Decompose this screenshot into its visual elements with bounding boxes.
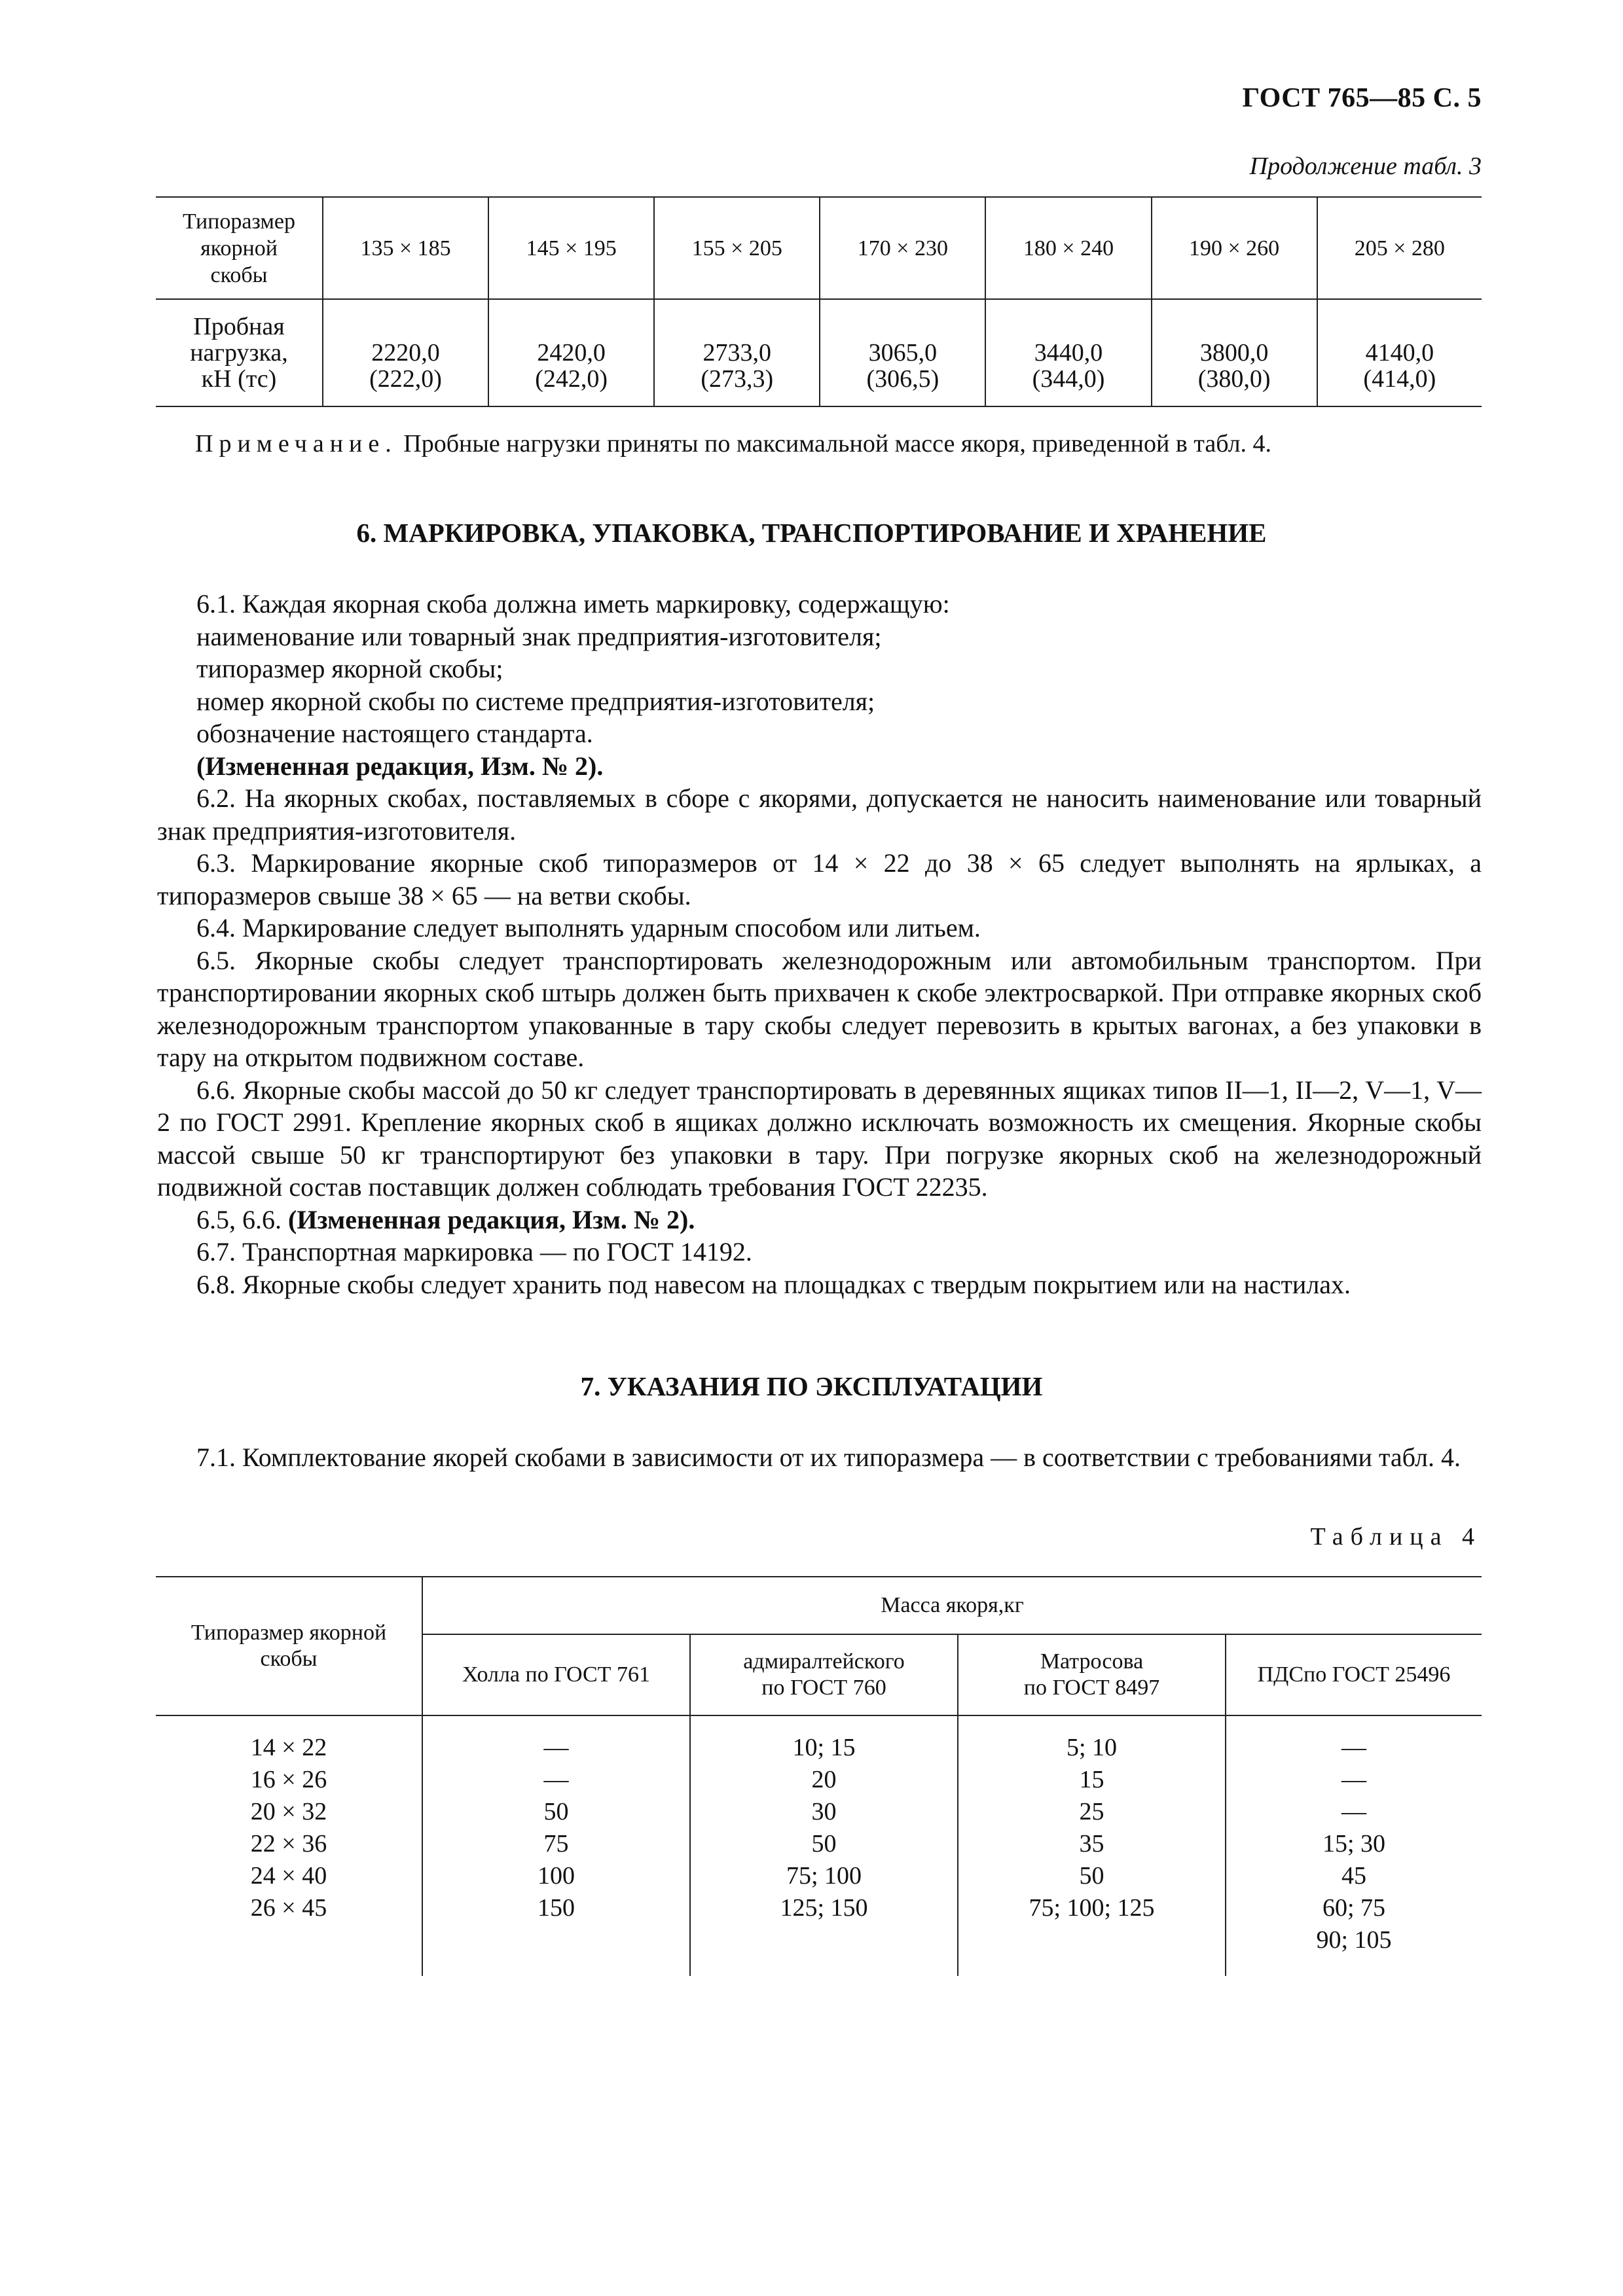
list-item: номер якорной скобы по системе предприятия-изготовителя; <box>196 686 875 716</box>
page-header: ГОСТ 765—85 С. 5 <box>1242 83 1482 113</box>
note-text: Пробные нагрузки приняты по максимальной массе якоря, приведенной в табл. 4. <box>397 430 1272 457</box>
admiralty-column: 10; 15 20 30 50 75; 100 125; 150 <box>690 1715 958 1977</box>
matrosov-column: 5; 10 15 25 35 50 75; 100; 125 <box>958 1715 1226 1977</box>
admiralty-column-header: адмиралтейского по ГОСТ 760 <box>690 1634 958 1715</box>
size-header-cell: Типоразмер якорной скобы <box>156 197 323 299</box>
list-item: типоразмер якорной скобы; <box>196 654 503 683</box>
table-row <box>156 299 1482 406</box>
section-6-title: 6. МАРКИРОВКА, УПАКОВКА, ТРАНСПОРТИРОВАНИЕ И ХРАНЕНИЕ <box>356 518 1267 548</box>
matrosov-column-header: Матросова по ГОСТ 8497 <box>958 1634 1226 1715</box>
table-header-row <box>156 1577 1482 1634</box>
size-column: 14 × 22 16 × 26 20 × 32 22 × 36 24 × 40 26 × 45 <box>250 1734 327 1922</box>
paragraph-6-8: 6.8. Якорные скобы следует хранить под навесом на площадках с твердым покрытием или на настилах. <box>196 1269 1351 1299</box>
note-label: Примечание. <box>195 430 397 457</box>
size-cell: 180 × 240 <box>985 197 1151 299</box>
paragraph-6-2: 6.2. На якорных скобах, поставляемых в сборе с якорями, допускается не наносить наименование или товарный знак предприятия-изготовителя. <box>157 783 1482 846</box>
table-4 <box>156 1576 1482 1977</box>
table-continuation-label: Продолжение табл. 3 <box>1249 152 1482 180</box>
amendment-note: (Измененная редакция, Изм. № 2). <box>196 751 604 781</box>
paragraph-6-6: 6.6. Якорные скобы массой до 50 кг следует транспортировать в деревянных ящиках типов II—1, II—2, V—1, V—2 по ГОСТ 2991. Крепление якорных скоб в ящиках должно исключать возможность их смещения. Якорные скобы массой свыше 50 кг транспортируют без упаковки в тару. При погрузке якорных скоб на железнодорожный подвижной состав поставщик должен соблюдать требования ГОСТ 22235. <box>157 1075 1482 1202</box>
size-cell: 135 × 185 <box>323 197 488 299</box>
size-cell: 145 × 195 <box>488 197 654 299</box>
table-note <box>195 429 1271 458</box>
holl-column-header: Холла по ГОСТ 761 <box>422 1634 690 1715</box>
paragraph-6-7: 6.7. Транспортная маркировка — по ГОСТ 14192. <box>196 1237 752 1266</box>
list-item: обозначение настоящего стандарта. <box>196 719 593 748</box>
section-6-body <box>157 588 1482 1300</box>
section-7-body <box>157 1441 1482 1474</box>
pds-column: — — — 15; 30 45 60; 75 90; 105 <box>1226 1715 1482 1977</box>
size-cell: 155 × 205 <box>654 197 820 299</box>
paragraph-6-1: 6.1. Каждая якорная скоба должна иметь маркировку, содержащую: <box>196 589 950 619</box>
paragraph-6-3: 6.3. Маркирование якорные скоб типоразмеров от 14 × 22 до 38 × 65 следует выполнять на ярлыках, а типоразмеров свыше 38 × 65 — на ветви скобы. <box>157 848 1482 910</box>
load-cell: 2220,0 (222,0) <box>323 299 488 406</box>
load-cell: 2733,0 (273,3) <box>654 299 820 406</box>
size-cell: 205 × 280 <box>1317 197 1482 299</box>
mass-group-header: Масса якоря,кг <box>422 1577 1482 1634</box>
load-cell: 3800,0 (380,0) <box>1152 299 1317 406</box>
paragraph-6-4: 6.4. Маркирование следует выполнять ударным способом или литьем. <box>196 913 981 942</box>
load-cell: 2420,0 (242,0) <box>488 299 654 406</box>
size-cell: 170 × 230 <box>820 197 985 299</box>
pds-column-header: ПДСпо ГОСТ 25496 <box>1226 1634 1482 1715</box>
list-item: наименование или товарный знак предприятия-изготовителя; <box>196 621 882 651</box>
paragraph-6-5: 6.5. Якорные скобы следует транспортировать железнодорожным или автомобильным транспортом. При транспортировании якорных скоб штырь должен быть прихвачен к скобе электросваркой. При отправке якорных скоб железнодорожным транспортом упакованные в тару скобы следует перевозить в крытых вагонах, а без упаковки в тару на открытом подвижном составе. <box>157 945 1482 1072</box>
holl-column: — — 50 75 100 150 <box>422 1715 690 1977</box>
size-cell: 190 × 260 <box>1152 197 1317 299</box>
section-7-title: 7. УКАЗАНИЯ ПО ЭКСПЛУАТАЦИИ <box>580 1371 1043 1401</box>
load-cell: 3440,0 (344,0) <box>985 299 1151 406</box>
load-label-cell: Пробная нагрузка, кН (тс) <box>190 313 288 393</box>
load-cell: 3065,0 (306,5) <box>820 299 985 406</box>
table-row <box>156 1715 1482 1977</box>
table-4-caption: Таблица 4 <box>1310 1523 1482 1551</box>
load-cell: 4140,0 (414,0) <box>1317 299 1482 406</box>
paragraph-7-1: 7.1. Комплектование якорей скобами в зависимости от их типоразмера — в соответствии с требованиями табл. 4. <box>196 1443 1461 1472</box>
size-column-header: Типоразмер якорной скобы <box>156 1577 422 1715</box>
table-header-row <box>156 197 1482 299</box>
amendment-note: 6.5, 6.6. (Измененная редакция, Изм. № 2). <box>196 1204 695 1234</box>
table-3-continuation <box>156 196 1482 407</box>
